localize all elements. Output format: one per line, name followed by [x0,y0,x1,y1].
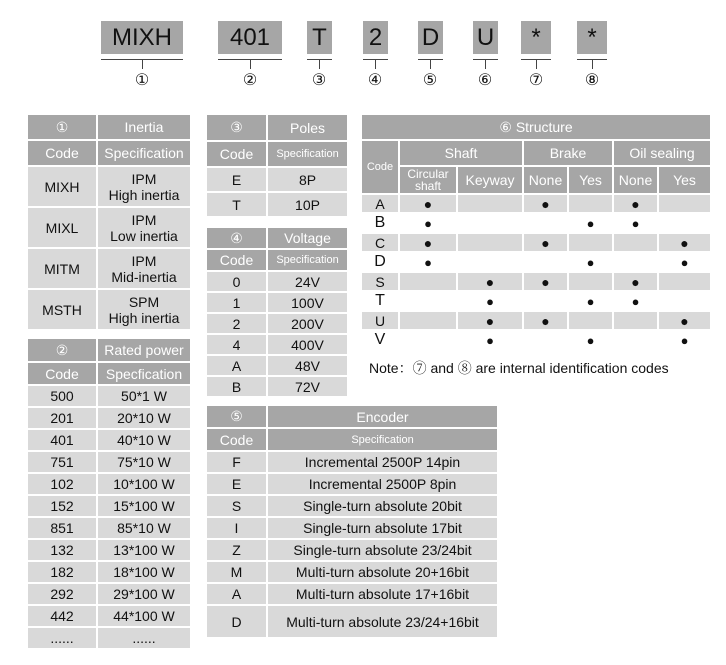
table-cell: ...... [27,627,97,649]
voltage-table [205,226,349,398]
table-cell [399,272,457,291]
table-cell: MSTH [27,289,97,330]
column-header: Code [206,249,267,271]
table-cell [568,311,613,330]
table-cell: U [361,311,399,330]
table-cell: A [361,194,399,213]
table-cell [613,311,658,330]
spec-line: IPM [131,252,157,269]
spec-line: IPM [131,170,157,187]
table-cell: S [361,272,399,291]
marker-6: ⑥ [477,72,493,89]
table-cell: 50*1 W [97,385,191,407]
table-row [361,330,711,350]
mark-dot: ● [568,252,613,272]
mark-dot: ● [568,291,613,311]
table-cell: Single-turn absolute 17bit [267,517,498,539]
table-cell: A [206,583,267,605]
group-header-brake: Brake [523,140,613,166]
marker-1: ① [134,72,150,89]
table-cell: 10*100 W [97,473,191,495]
mark-dot: ● [613,194,658,213]
table-header-marker: ⑤ [206,405,267,428]
table-cell [97,166,191,207]
table-cell [457,194,523,213]
table-cell [457,233,523,252]
table-cell [399,291,457,311]
table-cell: F [206,451,267,473]
column-header: Code [206,141,267,167]
column-header: Yes [658,166,711,194]
table-cell: 152 [27,495,97,517]
poles-table [205,113,349,218]
table-cell [97,248,191,289]
marker-8: ⑧ [584,72,600,89]
table-cell: C [361,233,399,252]
table-cell: 1 [206,292,267,313]
table-cell [658,272,711,291]
table-cell: Multi-turn absolute 23/24+16bit [267,605,498,638]
table-cell: 292 [27,583,97,605]
structure-rows [361,194,711,350]
tick [375,59,376,69]
mark-dot: ● [613,272,658,291]
column-header: None [523,166,568,194]
table-cell [399,330,457,350]
table-cell: 8P [267,167,348,192]
mark-dot: ● [658,233,711,252]
spec-line: Low inertia [110,227,178,244]
table-cell: 201 [27,407,97,429]
tick [250,59,251,69]
table-header-marker: ③ [206,114,267,141]
table-row [361,252,711,272]
mark-dot: ● [568,213,613,233]
mark-dot: ● [457,330,523,350]
table-cell: I [206,517,267,539]
table-cell: 132 [27,539,97,561]
table-cell: Incremental 2500P 8pin [267,473,498,495]
mark-dot: ● [613,291,658,311]
mark-dot: ● [457,272,523,291]
mark-dot: ● [457,291,523,311]
column-header: Specfication [97,362,191,385]
table-row [361,233,711,252]
column-header: Circular shaft [399,166,457,194]
table-header-title: Voltage [267,227,348,249]
column-header: Code [206,428,267,451]
table-cell [568,194,613,213]
spec-line: High inertia [108,186,180,203]
mark-dot: ● [399,213,457,233]
table-cell [523,252,568,272]
table-cell [568,272,613,291]
code-box-internal-8: * [577,21,607,54]
marker-3: ③ [311,72,327,89]
spec-line: Mid-inertia [111,268,177,285]
column-header: Specification [267,249,348,271]
mark-dot: ● [457,311,523,330]
table-cell: 401 [27,429,97,451]
table-row [361,194,711,213]
table-cell: 2 [206,313,267,334]
table-cell [399,311,457,330]
table-header-title: Encoder [267,405,498,428]
table-cell: 182 [27,561,97,583]
group-header-shaft: Shaft [399,140,523,166]
table-cell: 15*100 W [97,495,191,517]
spec-line: IPM [131,211,157,228]
table-cell [658,213,711,233]
table-cell [568,233,613,252]
column-header: Code [27,362,97,385]
code-box-series: MIXH [101,21,183,54]
marker-4: ④ [367,72,383,89]
marker-2: ② [242,72,258,89]
code-box-poles: T [307,21,332,54]
table-cell: E [206,167,267,192]
mark-dot: ● [613,213,658,233]
table-cell: 442 [27,605,97,627]
table-row [361,311,711,330]
table-cell: 24V [267,271,348,292]
tick [142,59,143,69]
table-cell: 85*10 W [97,517,191,539]
table-cell [613,252,658,272]
table-cell: E [206,473,267,495]
table-cell [97,289,191,330]
mark-dot: ● [399,194,457,213]
table-cell: Z [206,539,267,561]
table-cell: 48V [267,355,348,376]
column-header: None [613,166,658,194]
code-box-internal-7: * [521,21,551,54]
table-cell: 13*100 W [97,539,191,561]
table-cell: 102 [27,473,97,495]
table-cell: 200V [267,313,348,334]
rated-power-table [26,337,192,650]
table-cell: MIXH [27,166,97,207]
table-cell: 72V [267,376,348,397]
table-cell: Incremental 2500P 14pin [267,451,498,473]
structure-header: ⑥ Structure [361,114,711,140]
table-cell: B [206,376,267,397]
table-cell [97,207,191,248]
table-cell [658,194,711,213]
table-header-title: Poles [267,114,348,141]
tick [485,59,486,69]
table-row [361,213,711,233]
table-cell: MIXL [27,207,97,248]
table-cell [523,330,568,350]
group-header-oil-sealing: Oil sealing [613,140,711,166]
table-cell: D [361,252,399,272]
table-cell: M [206,561,267,583]
table-cell [523,213,568,233]
table-cell: 29*100 W [97,583,191,605]
inertia-table [26,113,192,331]
mark-dot: ● [523,311,568,330]
table-cell: MITM [27,248,97,289]
mark-dot: ● [523,233,568,252]
table-cell: 18*100 W [97,561,191,583]
tick [319,59,320,69]
table-header-marker: ④ [206,227,267,249]
mark-dot: ● [523,272,568,291]
table-cell: 40*10 W [97,429,191,451]
table-cell [658,291,711,311]
table-cell [523,291,568,311]
table-cell: T [361,291,399,311]
tick [430,59,431,69]
column-header: Specification [267,141,348,167]
column-header: Code [361,140,399,194]
table-cell: Single-turn absolute 23/24bit [267,539,498,561]
internal-codes-note: Note：⑦ and ⑧ are internal identification codes [369,360,669,376]
structure-table [360,113,712,351]
table-row [361,291,711,311]
table-cell: 75*10 W [97,451,191,473]
table-cell: 20*10 W [97,407,191,429]
table-cell: B [361,213,399,233]
mark-dot: ● [568,330,613,350]
table-cell: Single-turn absolute 20bit [267,495,498,517]
table-cell: D [206,605,267,638]
table-header-marker: ① [27,114,97,140]
table-cell: A [206,355,267,376]
table-cell [457,213,523,233]
table-cell: 751 [27,451,97,473]
table-cell: 100V [267,292,348,313]
table-cell: 851 [27,517,97,539]
table-header-title: Rated power [97,338,191,362]
table-cell: 0 [206,271,267,292]
mark-dot: ● [399,233,457,252]
table-cell: S [206,495,267,517]
column-header: Code [27,140,97,166]
code-box-power: 401 [218,21,282,54]
table-cell: T [206,192,267,217]
table-cell: 4 [206,334,267,355]
mark-dot: ● [399,252,457,272]
table-cell: Multi-turn absolute 20+16bit [267,561,498,583]
column-header: Keyway [457,166,523,194]
tick [536,59,537,69]
table-cell: 10P [267,192,348,217]
table-cell: ...... [97,627,191,649]
spec-line: High inertia [108,309,180,326]
marker-5: ⑤ [422,72,438,89]
mark-dot: ● [658,252,711,272]
table-cell: V [361,330,399,350]
code-box-structure: U [473,21,498,54]
table-cell: Multi-turn absolute 17+16bit [267,583,498,605]
table-cell: 44*100 W [97,605,191,627]
table-header-title: Inertia [97,114,191,140]
code-box-encoder: D [418,21,443,54]
table-cell [457,252,523,272]
column-header: Specification [267,428,498,451]
mark-dot: ● [658,330,711,350]
table-cell [613,330,658,350]
table-cell: 400V [267,334,348,355]
table-header-marker: ② [27,338,97,362]
marker-7: ⑦ [528,72,544,89]
mark-dot: ● [658,311,711,330]
table-cell: 500 [27,385,97,407]
column-header: Specification [97,140,191,166]
table-row [361,272,711,291]
table-cell [613,233,658,252]
tick [592,59,593,69]
code-box-voltage: 2 [363,21,388,54]
encoder-table [205,404,499,639]
column-header: Yes [568,166,613,194]
mark-dot: ● [523,194,568,213]
spec-line: SPM [128,293,160,310]
